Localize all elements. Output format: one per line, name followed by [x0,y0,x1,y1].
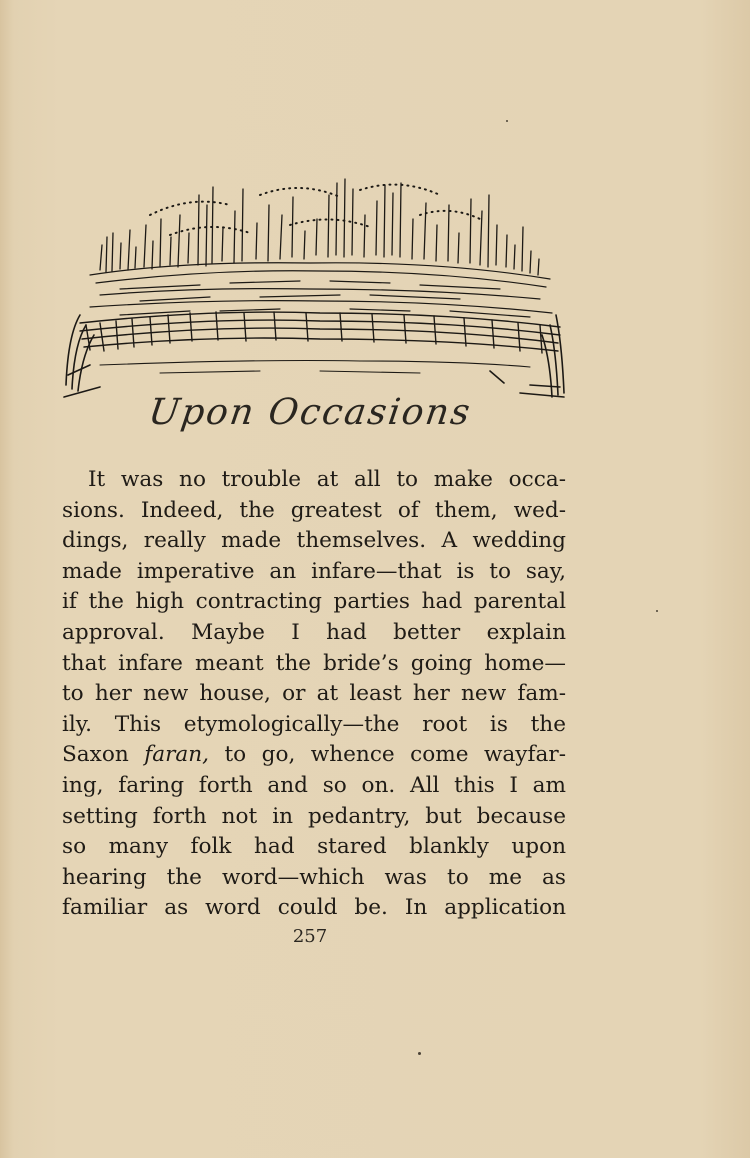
text-line: hearing the word—which was to me as [62,864,566,890]
text-line: familiar as word could be. In application [62,895,566,921]
saxon-before: Saxon [62,742,145,768]
chapter-heading [0,392,620,433]
text-line: approval. Maybe I had better explain [62,619,566,645]
text-line: sions. Indeed, the greatest of them, wed- [62,497,566,523]
text-line: that infare meant the bride’s going home— [62,650,566,676]
paper-speck [506,120,508,122]
saxon-after: to go, whence come wayfar- [209,742,566,768]
text-line: ing, faring forth and so on. All this I am [62,772,566,798]
landscape-illustration [60,175,570,405]
body-text [62,465,566,924]
text-line: to her new house, or at least her new fam- [62,681,566,707]
text-line: made imperative an infare—that is to say, [62,558,566,584]
text-line: dings, really made themselves. A wedding [62,528,566,554]
italic-word-faran: faran, [144,742,210,768]
text-line: so many folk had stared blankly upon [62,834,566,860]
text-line: It was no trouble at all to make occa- [88,467,566,492]
text-line: ily. This etymologically—the root is the [62,711,566,737]
paper-speck [418,1052,421,1055]
paper-speck [656,610,658,612]
text-line: if the high contracting parties had parental [62,589,566,615]
chapter-heading-text: Upon Occasions [145,392,475,433]
text-line-saxon [62,740,566,771]
page-number: 257 [292,926,328,947]
text-line: setting forth not in pedantry, but because [62,803,566,829]
